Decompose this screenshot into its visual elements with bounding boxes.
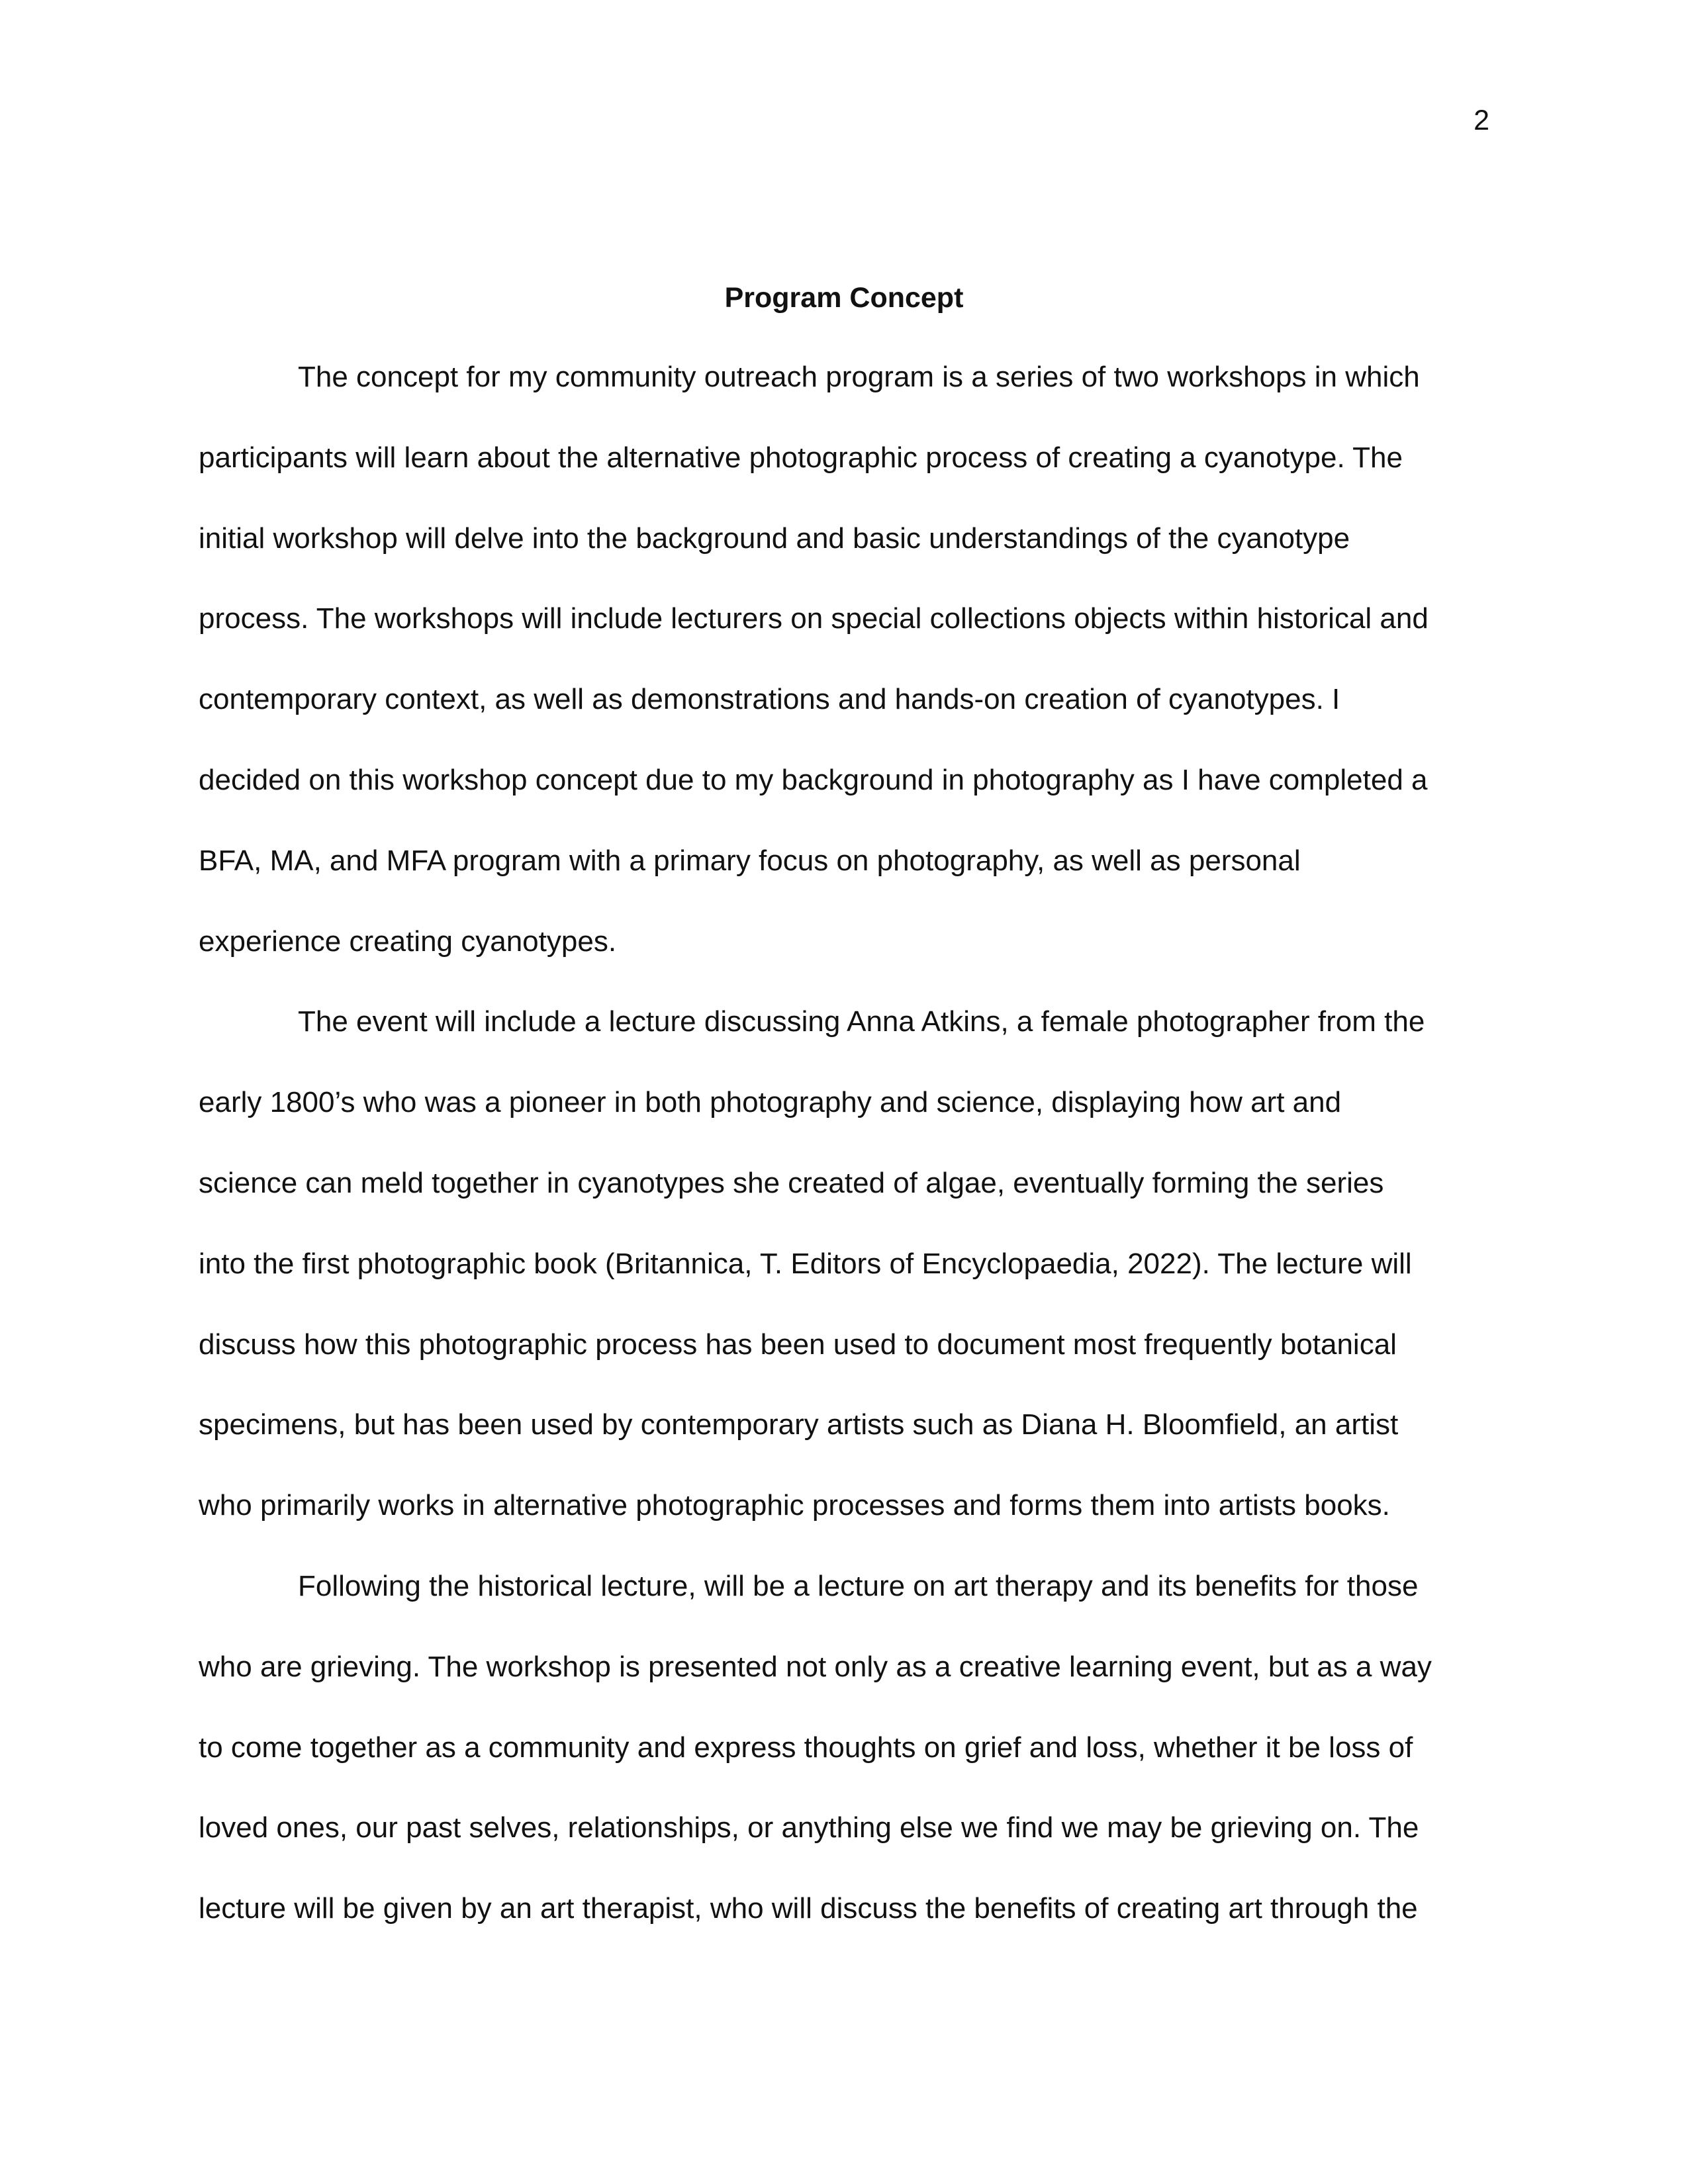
paragraph-3-line: to come together as a community and express thoughts on grief and loss, whether it be loss of	[199, 1731, 1413, 1764]
paragraph-1-line: BFA, MA, and MFA program with a primary focus on photography, as well as personal	[199, 844, 1301, 877]
paragraph-3-line: who are grieving. The workshop is presented not only as a creative learning event, but as a way	[199, 1650, 1432, 1683]
paragraph-1-line: participants will learn about the alternative photographic process of creating a cyanotype. The	[199, 441, 1403, 474]
paragraph-1-line: contemporary context, as well as demonstrations and hands-on creation of cyanotypes. I	[199, 683, 1340, 716]
paragraph-2-line: science can meld together in cyanotypes she created of algae, eventually forming the series	[199, 1166, 1384, 1199]
paragraph-3-line: loved ones, our past selves, relationships, or anything else we find we may be grieving on. The	[199, 1811, 1419, 1844]
paragraph-1-line: process. The workshops will include lecturers on special collections objects within historical and	[199, 602, 1429, 635]
paragraph-2-line: specimens, but has been used by contemporary artists such as Diana H. Bloomfield, an artist	[199, 1408, 1399, 1441]
paragraph-2-line: early 1800’s who was a pioneer in both photography and science, displaying how art and	[199, 1086, 1342, 1119]
paragraph-2-line: The event will include a lecture discussing Anna Atkins, a female photographer from the	[298, 1005, 1425, 1038]
paragraph-2-line: into the first photographic book (Britannica, T. Editors of Encyclopaedia, 2022). The lecture will	[199, 1247, 1412, 1280]
section-title: Program Concept	[724, 282, 964, 314]
body-text	[199, 357, 1489, 1970]
paragraph-1-line: decided on this workshop concept due to my background in photography as I have completed a	[199, 763, 1428, 796]
paragraph-1-line: initial workshop will delve into the background and basic understandings of the cyanotype	[199, 522, 1350, 555]
paragraph-3-line: Following the historical lecture, will be a lecture on art therapy and its benefits for those	[298, 1569, 1419, 1602]
paragraph-1-line: experience creating cyanotypes.	[199, 925, 617, 958]
paragraph-3-line: lecture will be given by an art therapist, who will discuss the benefits of creating art through the	[199, 1892, 1418, 1925]
paragraph-2-line: who primarily works in alternative photographic processes and forms them into artists books.	[199, 1489, 1390, 1522]
page-number: 2	[1474, 105, 1489, 136]
paragraph-1-line: The concept for my community outreach program is a series of two workshops in which	[298, 361, 1420, 393]
paragraph-2-line: discuss how this photographic process has been used to document most frequently botanical	[199, 1328, 1397, 1361]
